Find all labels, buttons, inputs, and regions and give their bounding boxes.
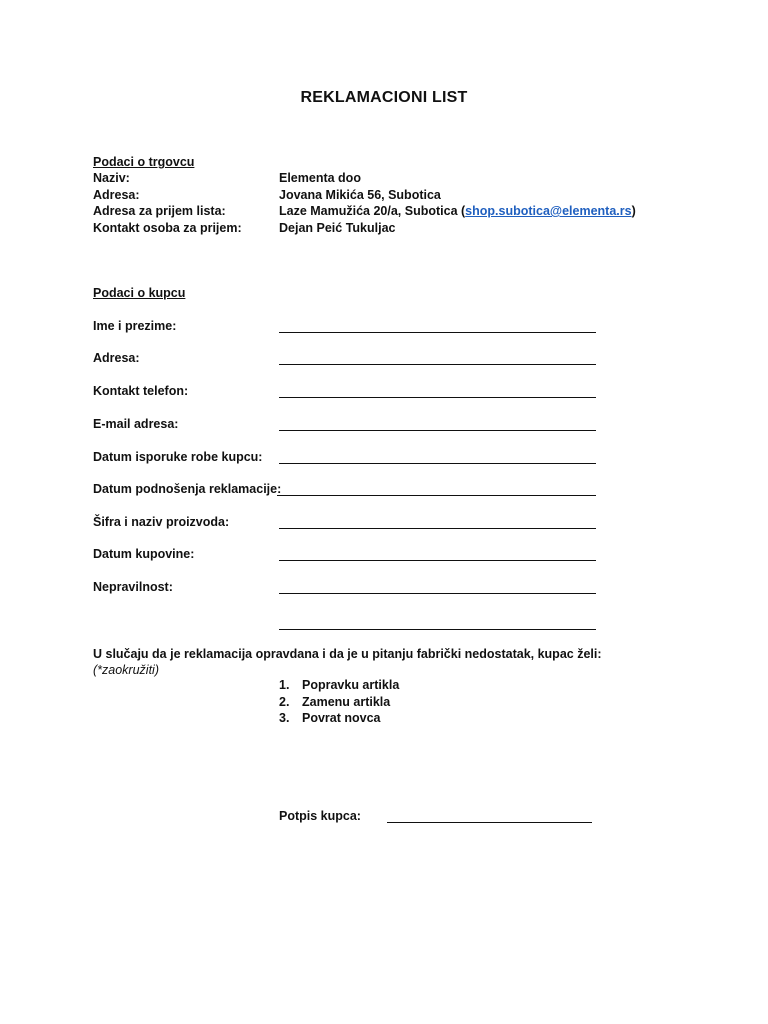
- merchant-email-link[interactable]: shop.subotica@elementa.rs: [465, 204, 632, 218]
- defect-input-line[interactable]: [279, 593, 596, 594]
- merchant-row-contact: [93, 221, 713, 237]
- customer-field-defect: [93, 580, 713, 596]
- request-paragraph: [93, 646, 653, 678]
- field-label: Datum podnošenja reklamacije:: [93, 482, 282, 496]
- option-number: 2.: [279, 694, 290, 709]
- merchant-address-label: Adresa:: [93, 188, 140, 202]
- merchant-row-name: [93, 171, 713, 187]
- delivery-date-input-line[interactable]: [279, 463, 596, 464]
- email-input-line[interactable]: [279, 430, 596, 431]
- merchant-contact-value: Dejan Peić Tukuljac: [279, 221, 396, 235]
- merchant-name-label: Naziv:: [93, 171, 130, 185]
- merchant-row-address: [93, 188, 713, 204]
- field-label: Nepravilnost:: [93, 580, 173, 594]
- customer-field-address: [93, 351, 713, 367]
- receipt-address-text: Laze Mamužića 20/a, Subotica (: [279, 204, 466, 218]
- customer-field-purchase-date: [93, 547, 713, 563]
- merchant-section-heading: Podaci o trgovcu: [93, 155, 195, 169]
- signature-line[interactable]: [387, 822, 592, 823]
- option-label: Zamenu artikla: [302, 694, 391, 709]
- option-item-refund[interactable]: [279, 711, 399, 728]
- option-item-repair[interactable]: [279, 678, 399, 695]
- signature-block: [279, 809, 599, 825]
- options-list: [279, 678, 399, 728]
- field-label: E-mail adresa:: [93, 417, 179, 431]
- signature-label: Potpis kupca:: [279, 809, 361, 823]
- merchant-receipt-address-value: [279, 204, 636, 218]
- defect-input-line-2[interactable]: [279, 629, 596, 630]
- option-label: Povrat novca: [302, 711, 381, 725]
- option-number: 1.: [279, 678, 290, 692]
- field-label: Šifra i naziv proizvoda:: [93, 515, 230, 529]
- merchant-contact-label: Kontakt osoba za prijem:: [93, 221, 242, 235]
- customer-field-email: [93, 417, 713, 433]
- request-text: U slučaju da je reklamacija opravdana i da je u pitanju fabrički nedostatak, kupac želi:: [93, 647, 602, 661]
- address-input-line[interactable]: [279, 364, 596, 365]
- field-label: Datum isporuke robe kupcu:: [93, 450, 263, 464]
- field-label: Kontakt telefon:: [93, 384, 189, 398]
- page-title: REKLAMACIONI LIST: [300, 89, 468, 106]
- option-label: Popravku artikla: [302, 678, 400, 692]
- merchant-name-value: Elementa doo: [279, 171, 361, 185]
- customer-field-name: [93, 319, 713, 335]
- customer-field-complaint-date: [93, 482, 713, 498]
- name-input-line[interactable]: [279, 332, 596, 333]
- customer-field-phone: [93, 384, 713, 400]
- product-input-line[interactable]: [279, 528, 596, 529]
- field-label: Datum kupovine:: [93, 547, 195, 561]
- customer-field-product: [93, 515, 713, 531]
- field-label: Ime i prezime:: [93, 319, 177, 333]
- customer-section-heading: Podaci o kupcu: [93, 286, 186, 300]
- customer-field-defect-continued: [93, 616, 713, 632]
- option-number: 3.: [279, 711, 290, 725]
- receipt-address-suffix: ): [631, 204, 636, 218]
- field-label: Adresa:: [93, 351, 140, 365]
- complaint-date-input-line[interactable]: [277, 495, 596, 496]
- option-item-replacement[interactable]: [279, 695, 399, 712]
- merchant-receipt-address-label: Adresa za prijem lista:: [93, 204, 226, 218]
- request-note: (*zaokružiti): [93, 663, 159, 677]
- phone-input-line[interactable]: [279, 397, 596, 398]
- merchant-row-receipt-address: [93, 204, 713, 220]
- purchase-date-input-line[interactable]: [279, 560, 596, 561]
- customer-field-delivery-date: [93, 450, 713, 466]
- merchant-address-value: Jovana Mikića 56, Subotica: [279, 188, 441, 202]
